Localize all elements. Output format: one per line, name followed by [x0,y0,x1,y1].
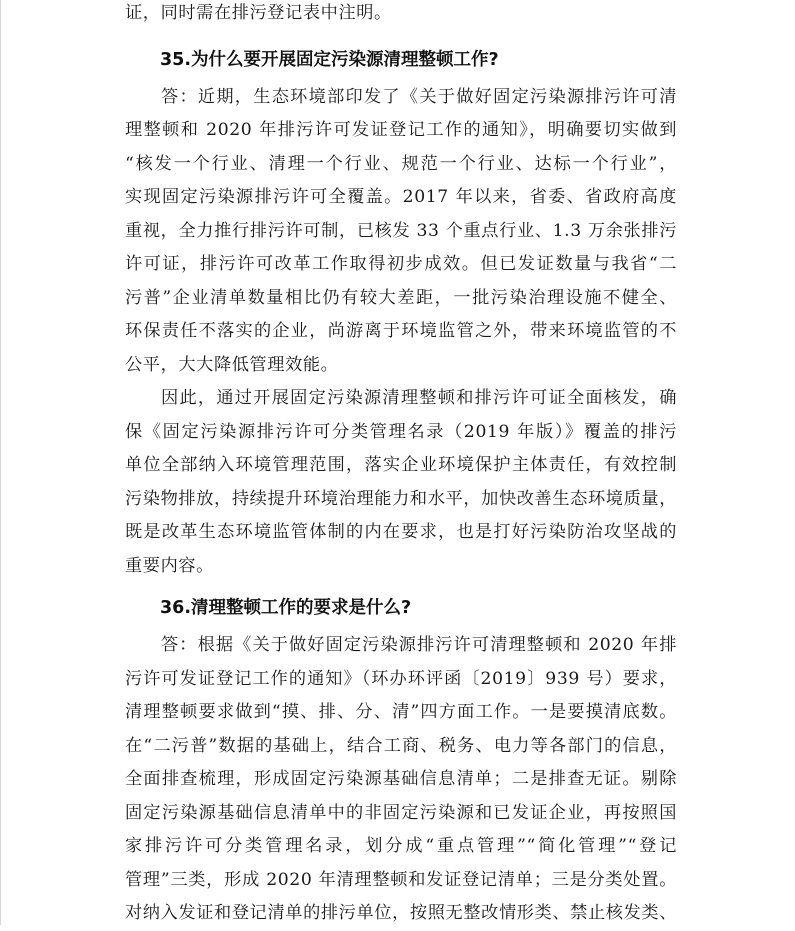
paragraph-line: 污许可发证登记工作的通知》（环办环评函〔2019〕939 号）要求， [125,668,677,689]
section-35-heading: 35.为什么要开展固定污染源清理整顿工作? [160,49,499,70]
paragraph-line: 污染物排放，持续提升环境治理能力和水平，加快改善生态环境质量， [125,488,677,509]
paragraph-line: 家排污许可分类管理名录，划分成“重点管理”“简化管理”“登记 [125,836,677,856]
paragraph-line: 重视，全力推行排污许可制，已核发 33 个重点行业、1.3 万余张排污 [125,220,677,241]
paragraph-line: 对纳入发证和登记清单的排污单位，按照无整改情形类、禁止核发类、 [125,903,677,923]
section-35-paragraph-2 [125,382,677,583]
paragraph-line: 单位全部纳入环境管理范围，落实企业环境保护主体责任，有效控制 [125,455,677,475]
paragraph-line: 理整顿和 2020 年排污许可发证登记工作的通知》，明确要切实做到 [125,120,677,140]
paragraph-line: 在“二污普”数据的基础上，结合工商、税务、电力等各部门的信息， [125,735,677,756]
paragraph-line: 重要内容。 [125,555,214,576]
section-35-paragraph-1 [125,81,677,383]
paragraph-line: 实现固定污染源排污许可全覆盖。2017 年以来，省委、省政府高度 [125,187,677,207]
paragraph-line: 全面排查梳理，形成固定污染源基础信息清单；二是排查无证。剔除 [125,769,677,789]
paragraph-line: 固定污染源基础信息清单中的非固定污染源和已发证企业，再按照国 [125,802,677,823]
paragraph-line: 因此，通过开展固定污染源清理整顿和排污许可证全面核发，确 [161,388,677,408]
paragraph-line: “核发一个行业、清理一个行业、规范一个行业、达标一个行业”， [125,153,677,174]
paragraph-line: 管理”三类，形成 2020 年清理整顿和发证登记清单；三是分类处置。 [125,869,677,890]
paragraph-line: 许可证，排污许可改革工作取得初步成效。但已发证数量与我省“二 [125,254,677,274]
paragraph-line: 环保责任不落实的企业，尚游离于环境监管之外，带来环境监管的不 [125,321,677,341]
paragraph-line: 公平，大大降低管理效能。 [125,354,339,375]
paragraph-line: 答：根据《关于做好固定污染源排污许可清理整顿和 2020 年排 [161,635,677,655]
paragraph-line: 污普”企业清单数量相比仍有较大差距，一批污染治理设施不健全、 [125,287,677,308]
paragraph-line: 既是改革生态环境监管体制的内在要求，也是打好污染防治攻坚战的 [125,522,677,542]
paragraph-line: 清理整顿要求做到“摸、排、分、清”四方面工作。一是要摸清底数。 [125,702,677,722]
section-36-paragraph-1 [125,629,677,931]
document-body [125,0,677,931]
paragraph-line: 答：近期，生态环境部印发了《关于做好固定污染源排污许可清 [161,86,677,107]
section-36-heading: 36.清理整顿工作的要求是什么? [160,598,412,618]
top-fragment-line: 证，同时需在排污登记表中注明。 [125,3,392,23]
paragraph-line: 保《固定污染源排污许可分类管理名录（2019 年版）》覆盖的排污 [125,421,677,442]
